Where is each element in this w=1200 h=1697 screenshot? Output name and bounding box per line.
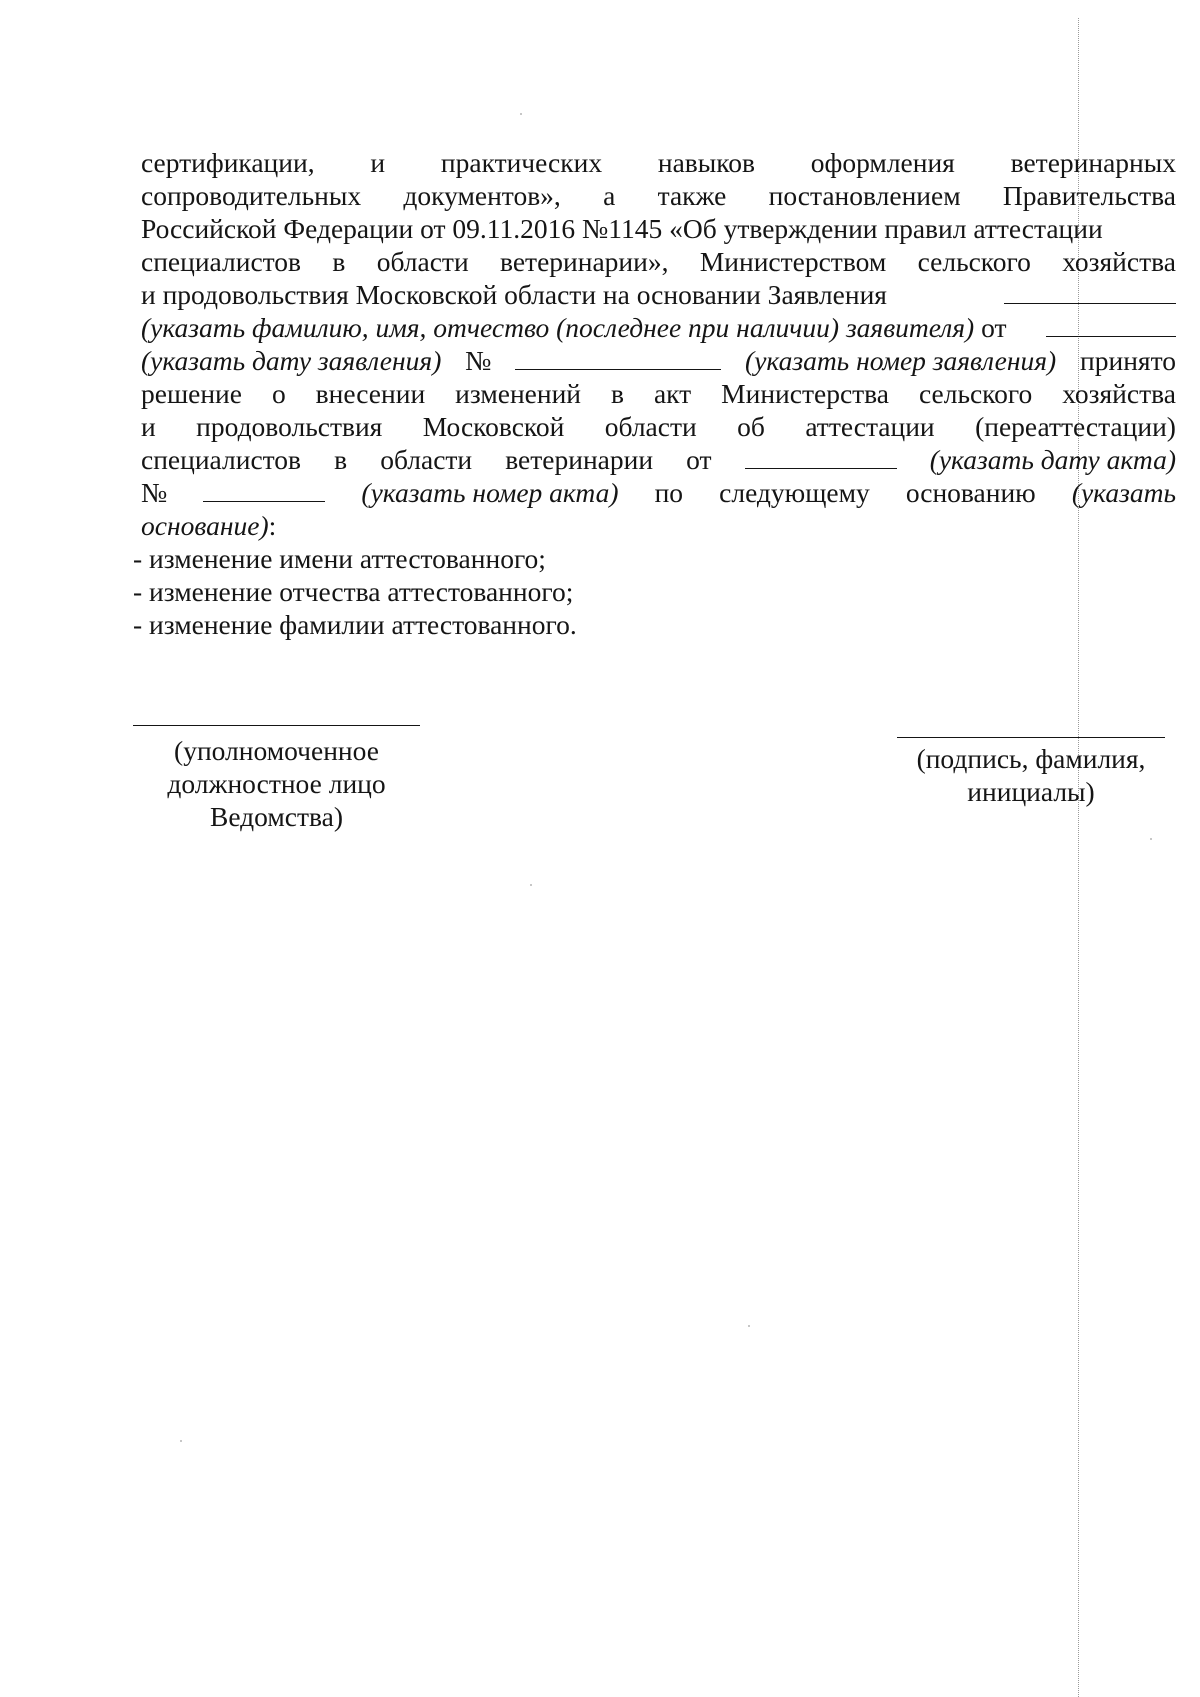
hint-application-number: (указать номер заявления) [745, 345, 1057, 376]
body-line-5 [141, 278, 1176, 311]
list-item: - изменение имени аттестованного; [133, 543, 546, 574]
list-item: - изменение фамилии аттестованного. [133, 609, 577, 640]
word: ветеринарных [1010, 147, 1176, 178]
word: области [376, 246, 469, 277]
hint-applicant-name: (указать фамилию, имя, отчество (последнее при наличии) заявителя) [141, 312, 975, 343]
word: хозяйства [1062, 246, 1176, 277]
word: документов», [403, 180, 561, 211]
scan-speck [520, 113, 522, 115]
word: внесении [315, 378, 426, 409]
text: и продовольствия Московской области на основании Заявления [141, 279, 887, 310]
body-line-7 [141, 344, 1176, 377]
hint-application-date: (указать дату заявления) [141, 345, 442, 376]
word: о [271, 378, 286, 409]
word: сопроводительных [141, 180, 362, 211]
word: решение [141, 378, 242, 409]
list-item: - изменение отчества аттестованного; [133, 576, 574, 607]
hint-act-number: (указать номер акта) [361, 477, 619, 508]
hint-basis-cont: основание) [141, 510, 269, 541]
word: ветеринарии [505, 444, 654, 475]
scan-speck [180, 1440, 182, 1442]
word: от [686, 444, 712, 475]
word: навыков [657, 147, 755, 178]
word: в [332, 246, 346, 277]
word: (переаттестации) [975, 411, 1176, 442]
word: об [737, 411, 765, 442]
caption-line: инициалы) [967, 776, 1095, 807]
word: Правительства [1002, 180, 1176, 211]
word: области [604, 411, 697, 442]
word: в [610, 378, 624, 409]
word: а [603, 180, 616, 211]
word: специалистов [141, 246, 302, 277]
caption-line: Ведомства) [209, 801, 343, 832]
word: специалистов [141, 444, 302, 475]
fill-blank-applicant[interactable] [1004, 281, 1176, 304]
word: Министерства [721, 378, 889, 409]
caption-line: (подпись, фамилия, [916, 743, 1146, 774]
signature-caption-right [897, 742, 1165, 808]
word: оформления [810, 147, 955, 178]
word: продовольствия [196, 411, 383, 442]
body-line-10 [141, 443, 1176, 476]
body-line-9 [141, 410, 1176, 443]
word: постановлением [768, 180, 961, 211]
fill-blank-date[interactable] [1046, 314, 1176, 337]
word: акт [653, 378, 692, 409]
text: от [974, 312, 1007, 343]
signature-line-right[interactable] [897, 737, 1165, 738]
word: сертификации, [141, 147, 315, 178]
word: также [657, 180, 727, 211]
word: сельского [918, 378, 1033, 409]
body-line-12 [141, 509, 1176, 542]
scan-speck [530, 884, 532, 886]
body-line-1 [141, 146, 1176, 179]
word: принято [1080, 345, 1176, 376]
caption-line: (уполномоченное [174, 735, 379, 766]
fill-blank-application-number[interactable] [515, 347, 721, 370]
word: в [334, 444, 348, 475]
caption-line: должностное лицо [167, 768, 386, 799]
hint-act-date: (указать дату акта) [929, 444, 1176, 475]
signature-line-left[interactable] [133, 725, 420, 726]
body-line-4 [141, 245, 1176, 278]
word: ветеринарии», [500, 246, 669, 277]
word: Министерством [699, 246, 887, 277]
fill-blank-act-date[interactable] [745, 446, 897, 469]
text: Российской Федерации от 09.11.2016 №1145 «Об утверждении правил аттестации [141, 213, 1103, 244]
word: по [654, 477, 684, 508]
word: основанию [905, 477, 1036, 508]
word: и [141, 411, 156, 442]
number-sign: № [141, 477, 168, 508]
word: сельского [917, 246, 1031, 277]
scan-speck [1150, 838, 1152, 840]
number-sign: № [465, 345, 492, 376]
hint-basis: (указать [1071, 477, 1176, 508]
scan-speck [748, 1325, 750, 1327]
body-line-6 [141, 311, 1176, 344]
word: аттестации [805, 411, 935, 442]
body-line-11 [141, 476, 1176, 509]
body-line-3 [141, 212, 1176, 245]
word: и [370, 147, 386, 178]
fill-blank-act-number[interactable] [203, 479, 325, 502]
word: изменений [455, 378, 582, 409]
word: практических [440, 147, 603, 178]
body-line-2 [141, 179, 1176, 212]
word: хозяйства [1062, 378, 1176, 409]
text: : [268, 510, 277, 541]
word: следующему [719, 477, 870, 508]
body-line-8 [141, 377, 1176, 410]
signature-caption-left [133, 734, 420, 833]
word: Московской [422, 411, 565, 442]
word: области [380, 444, 473, 475]
